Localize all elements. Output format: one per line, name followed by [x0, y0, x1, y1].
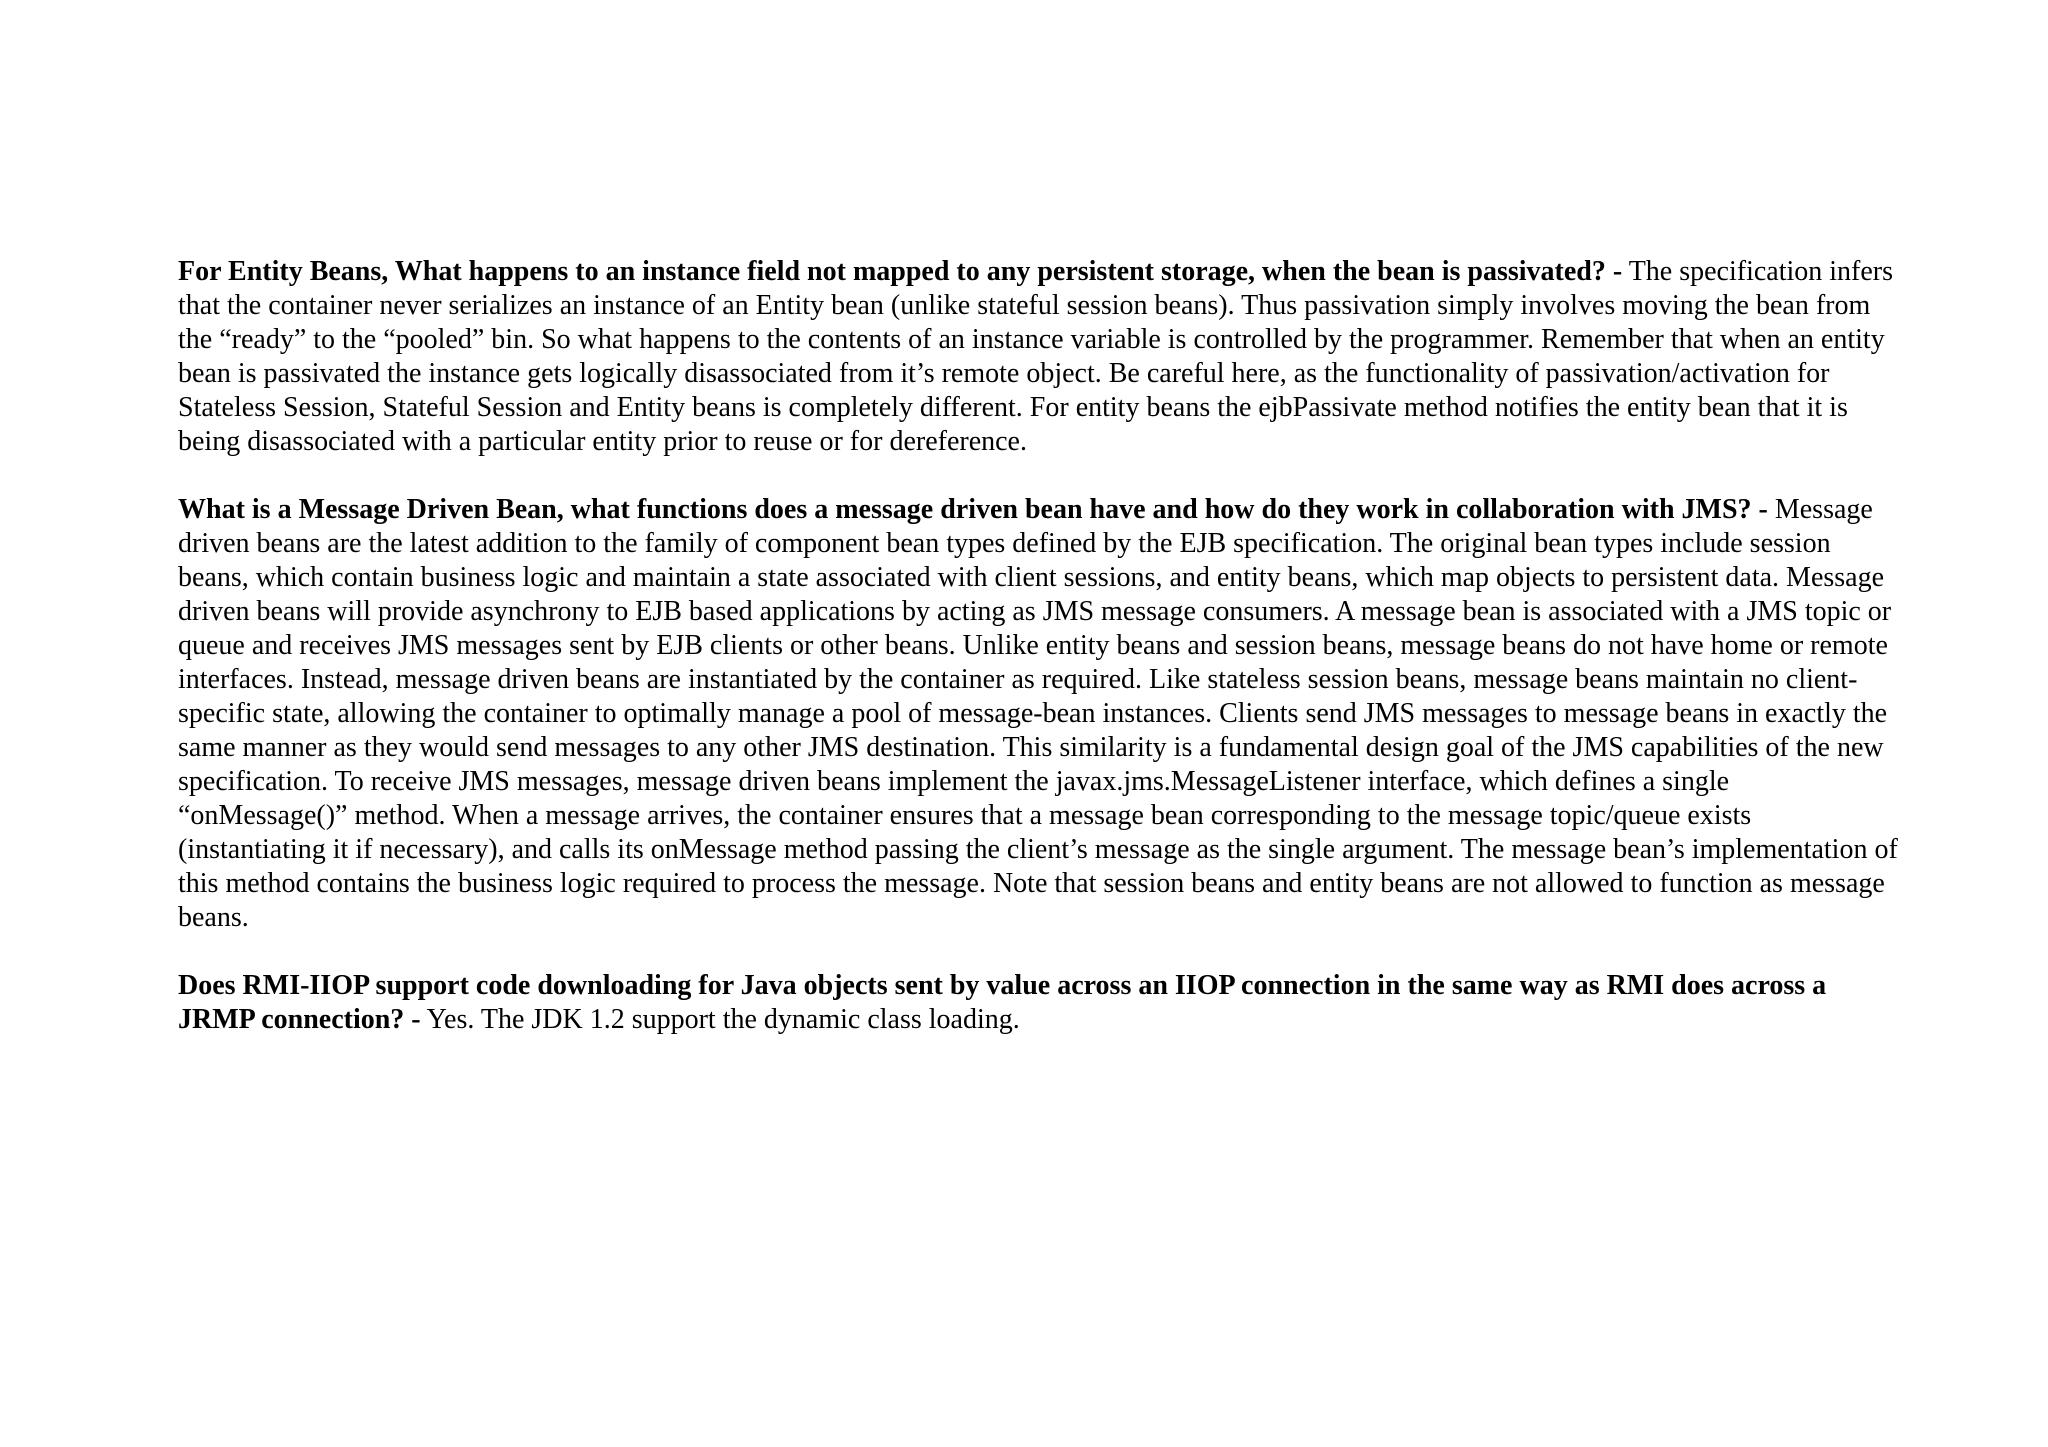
qa-message-driven-bean: [178, 493, 1898, 935]
qa-rmi-iiop-code-downloading: [178, 969, 1898, 1037]
answer-text: Yes. The JDK 1.2 support the dynamic class loading.: [420, 1004, 1020, 1035]
document-page: [178, 255, 1898, 1071]
qa-entity-beans-passivation: [178, 255, 1898, 459]
answer-text: Message driven beans are the latest addition to the family of component bean types defined by the EJB specification. The original bean types include session beans, which contain business logic and maintain a state associated with client sessions, and entity beans, which map objects to persistent data. Message driven beans will provide asynchrony to EJB based applications by acting as JMS message consumers. A message bean is associated with a JMS topic or queue and receives JMS messages sent by EJB clients or other beans. Unlike entity beans and session beans, message beans do not have home or remote interfaces. Instead, message driven beans are instantiated by the container as required. Like stateless session beans, message beans maintain no client-specific state, allowing the container to optimally manage a pool of message-bean instances. Clients send JMS messages to message beans in exactly the same manner as they would send messages to any other JMS destination. This similarity is a fundamental design goal of the JMS capabilities of the new specification. To receive JMS messages, message driven beans implement the javax.jms.MessageListener interface, which defines a single “onMessage()” method. When a message arrives, the container ensures that a message bean corresponding to the message topic/queue exists (instantiating it if necessary), and calls its onMessage method passing the client’s message as the single argument. The message bean’s implementation of this method contains the business logic required to process the message. Note that session beans and entity beans are not allowed to function as message beans.: [178, 494, 1898, 933]
answer-text: The specification infers that the container never serializes an instance of an Entity bean (unlike stateful session beans). Thus passivation simply involves moving the bean from the “ready” to the “pooled” bin. So what happens to the contents of an instance variable is controlled by the programmer. Remember that when an entity bean is passivated the instance gets logically disassociated from it’s remote object. Be careful here, as the functionality of passivation/activation for Stateless Session, Stateful Session and Entity beans is completely different. For entity beans the ejbPassivate method notifies the entity bean that it is being disassociated with a particular entity prior to reuse or for dereference.: [178, 256, 1894, 457]
question-text: What is a Message Driven Bean, what functions does a message driven bean have and how do they work in collaboration with JMS? -: [178, 494, 1768, 525]
question-text: Does RMI-IIOP support code downloading for Java objects sent by value across an IIOP connection in the same way as RMI does across a JRMP connection? -: [178, 970, 1827, 1035]
question-text: For Entity Beans, What happens to an instance field not mapped to any persistent storage, when the bean is passivated? -: [178, 256, 1623, 287]
